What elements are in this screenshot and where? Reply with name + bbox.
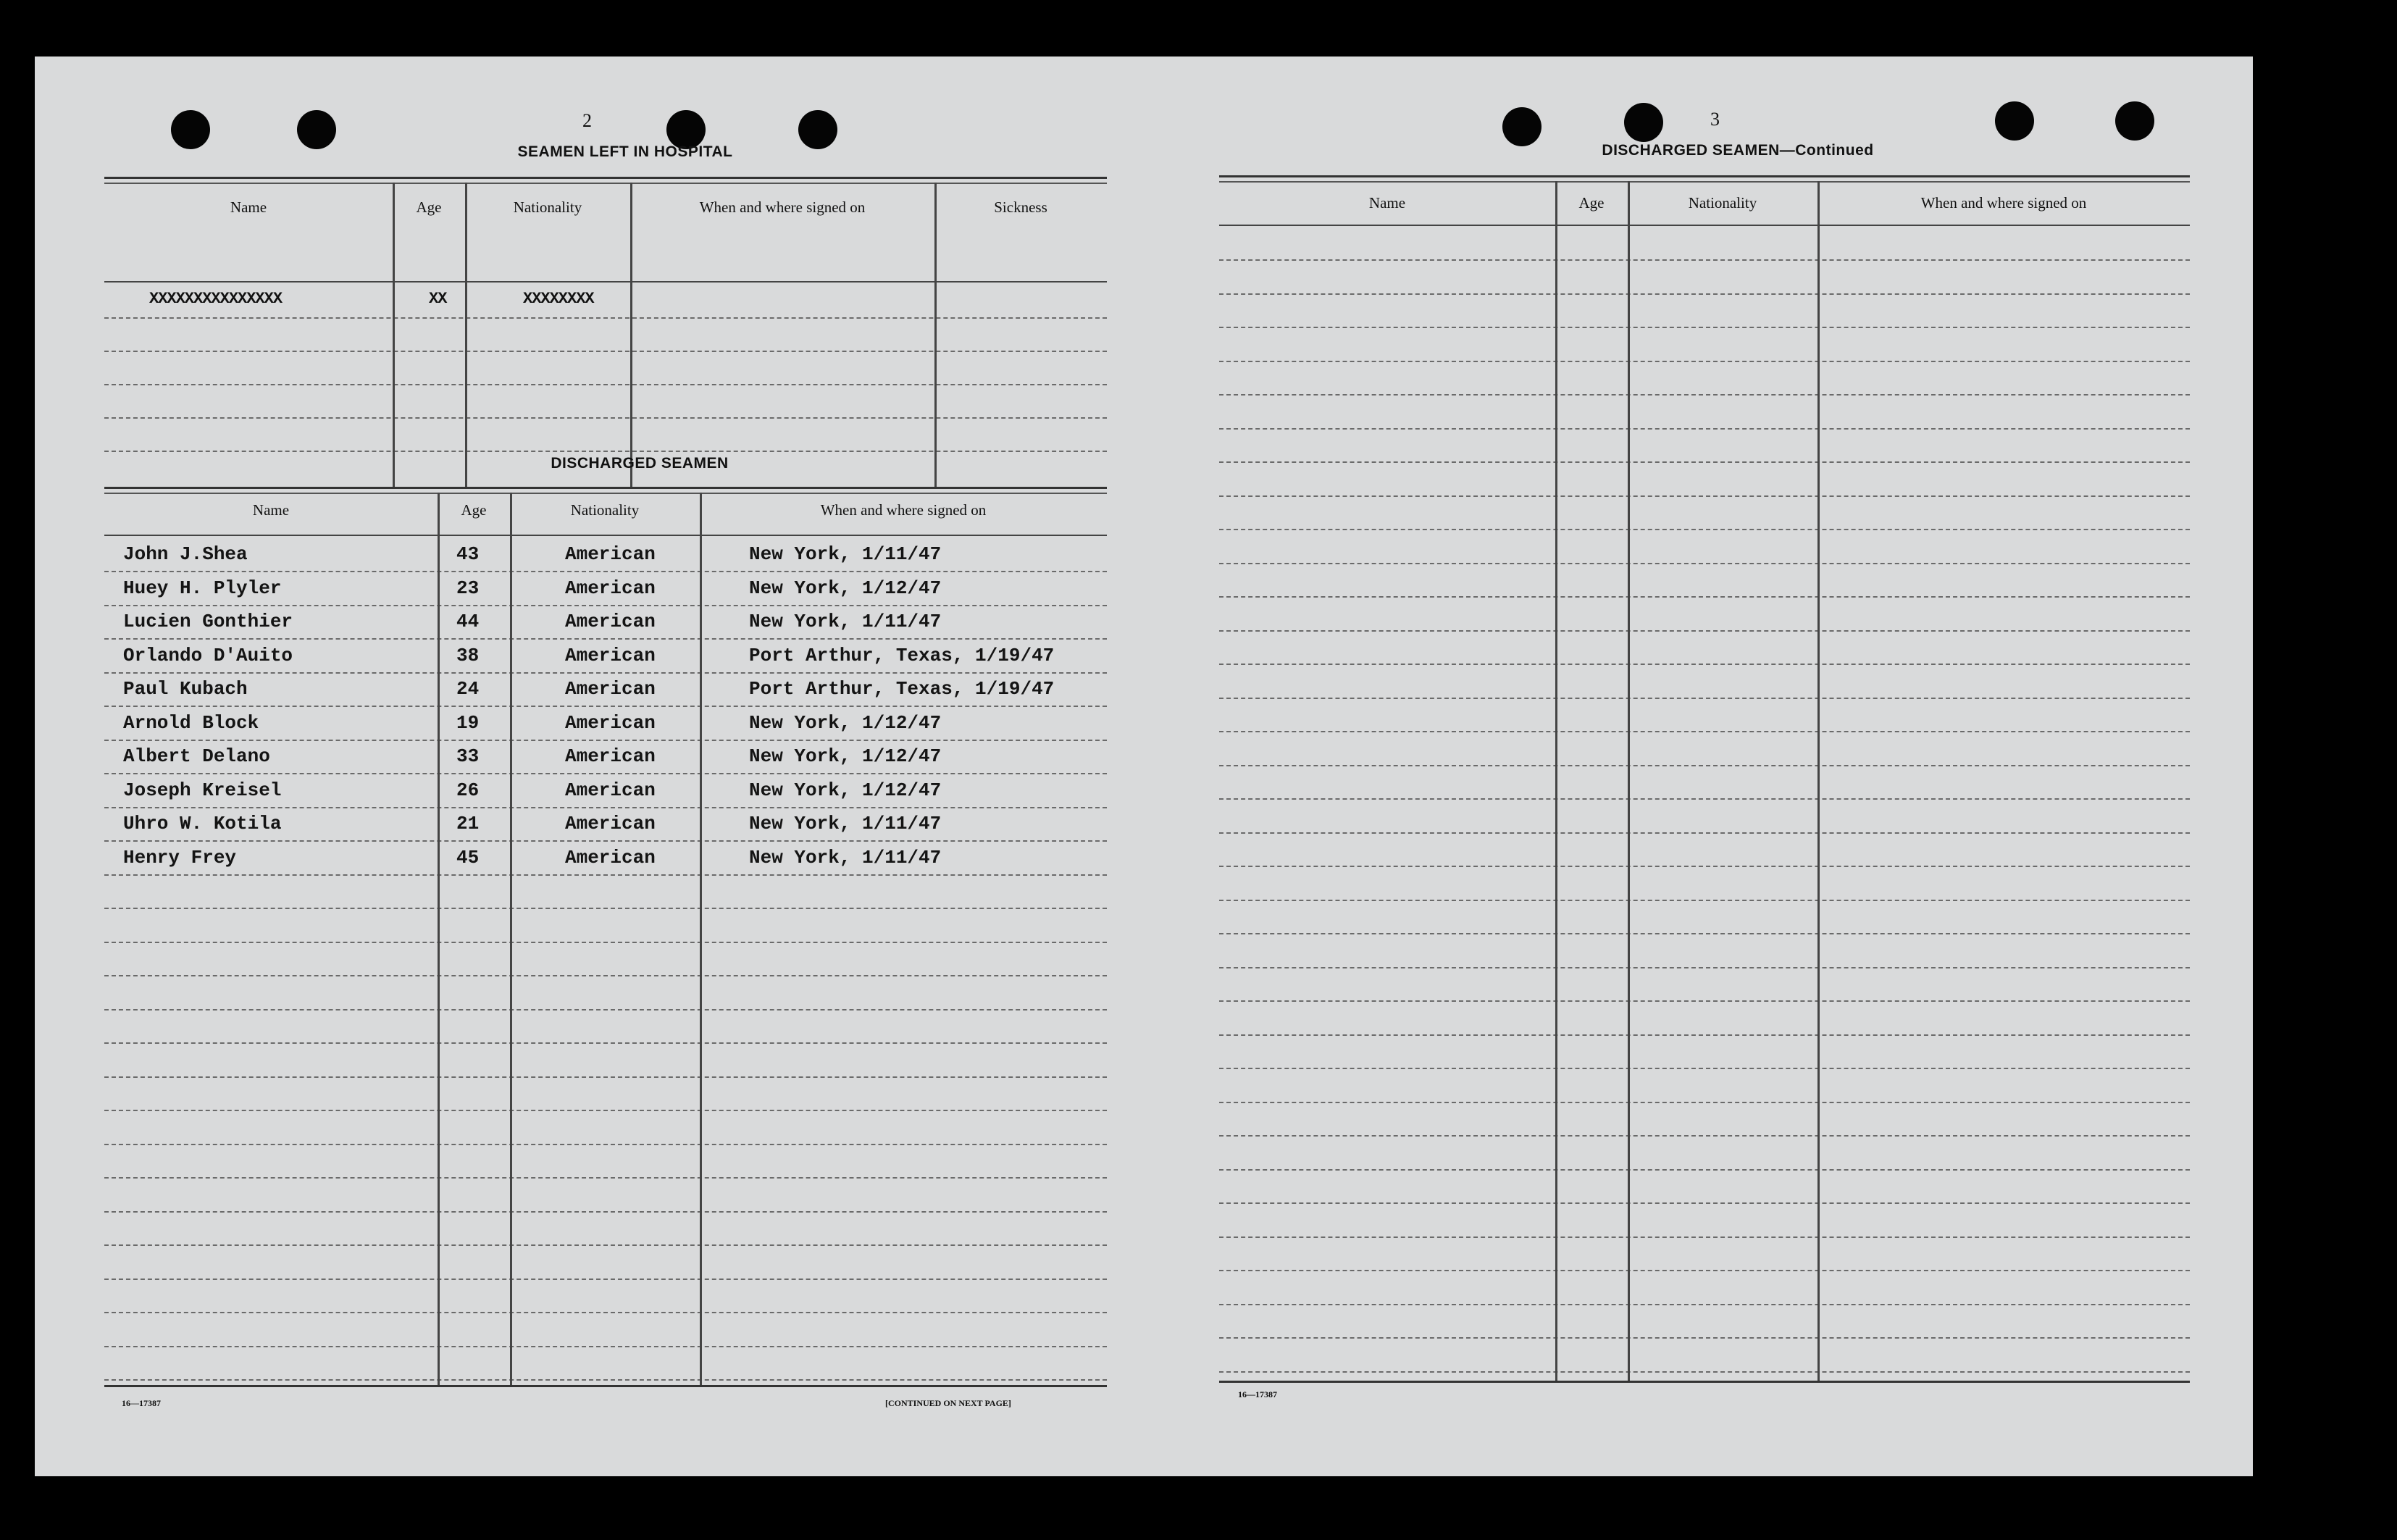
seaman-signed-on: New York, 1/11/47 [749,611,942,632]
ruled-line [104,672,1107,674]
ruled-line [1219,866,2190,867]
header-signed-on: When and where signed on [820,501,987,519]
ruled-line [1219,1102,2190,1103]
ruled-line [1219,596,2190,598]
ruled-line [1219,1236,2190,1238]
page-number: 2 [582,110,592,131]
seaman-name: Uhro W. Kotila [123,813,282,834]
seaman-age: 24 [456,678,480,700]
seaman-name: John J.Shea [123,543,248,565]
seaman-age: 33 [456,745,480,767]
seaman-nationality: American [565,712,656,734]
header-sickness: Sickness [994,198,1047,216]
ruled-line [1219,1135,2190,1137]
ruled-line [1219,765,2190,766]
ruled-line [104,807,1107,808]
seaman-signed-on: New York, 1/11/47 [749,543,942,565]
header-nationality: Nationality [570,501,640,519]
seaman-age: 19 [456,712,480,734]
seaman-name: Orlando D'Auito [123,645,293,666]
discharged-continued-title: DISCHARGED SEAMEN—Continued [1602,142,1874,159]
ruled-line [1219,394,2190,396]
ruled-line [1219,1034,2190,1036]
struck-name: XXXXXXXXXXXXXXX [149,290,283,308]
ruled-line [104,840,1107,842]
form-number: 16—17387 [1238,1389,1277,1399]
ruled-line [104,975,1107,976]
ruled-line [104,908,1107,909]
page-number: 3 [1710,109,1720,130]
form-number: 16—17387 [122,1398,161,1408]
ruled-line [1219,563,2190,564]
seaman-age: 43 [456,543,480,565]
hospital-section-title: SEAMEN LEFT IN HOSPITAL [517,143,733,160]
ruled-line [1219,1371,2190,1373]
ruled-line [104,1042,1107,1044]
header-age: Age [1578,194,1605,212]
ruled-line [104,740,1107,741]
ruled-line [104,1244,1107,1246]
seaman-age: 23 [456,577,480,599]
ruled-line [1219,1068,2190,1069]
ruled-line [1219,630,2190,632]
seaman-nationality: American [565,847,656,869]
seaman-signed-on: New York, 1/12/47 [749,779,942,801]
header-name: Name [230,198,267,216]
ruled-line [104,773,1107,774]
seaman-signed-on: New York, 1/12/47 [749,712,942,734]
ruled-line [104,605,1107,606]
right-page [1144,57,2253,1476]
seaman-name: Huey H. Plyler [123,577,282,599]
seaman-signed-on: New York, 1/11/47 [749,813,942,834]
ruled-line [104,1144,1107,1145]
ruled-line [104,1346,1107,1347]
ruled-line [104,1110,1107,1111]
ruled-line [104,1177,1107,1179]
seaman-signed-on: Port Arthur, Texas, 1/19/47 [749,678,1055,700]
left-page [35,57,1144,1476]
document-sheet [35,57,2253,1476]
header-name: Name [252,501,290,519]
seaman-nationality: American [565,611,656,632]
ruled-line [1219,428,2190,430]
seaman-age: 26 [456,779,480,801]
ruled-line [1219,1304,2190,1305]
discharged-table [104,487,1107,1443]
seaman-name: Albert Delano [123,745,270,767]
seaman-nationality: American [565,779,656,801]
ruled-line [1219,832,2190,834]
seaman-age: 45 [456,847,480,869]
ruled-line [1219,1000,2190,1002]
ruled-line [1219,293,2190,295]
ruled-line [1219,1169,2190,1171]
ruled-line [104,1009,1107,1010]
ruled-line [104,1379,1107,1381]
ruled-line [104,638,1107,640]
ruled-line [104,571,1107,572]
ruled-line [1219,327,2190,328]
header-name: Name [1368,194,1406,212]
seaman-nationality: American [565,745,656,767]
seaman-age: 38 [456,645,480,666]
ruled-line [1219,967,2190,968]
seaman-signed-on: New York, 1/11/47 [749,847,942,869]
ruled-line [1219,529,2190,530]
header-signed-on: When and where signed on [699,198,866,216]
ruled-line [1219,1202,2190,1204]
ruled-line [104,706,1107,707]
header-age: Age [461,501,487,519]
struck-age: XX [429,290,447,308]
ruled-line [104,1076,1107,1078]
ruled-line [1219,1337,2190,1339]
seaman-name: Arnold Block [123,712,259,734]
seaman-age: 44 [456,611,480,632]
seaman-signed-on: New York, 1/12/47 [749,577,942,599]
seaman-nationality: American [565,577,656,599]
ruled-line [1219,731,2190,732]
seaman-signed-on: Port Arthur, Texas, 1/19/47 [749,645,1055,666]
seaman-nationality: American [565,678,656,700]
ruled-line [1219,664,2190,665]
seaman-nationality: American [565,543,656,565]
struck-nationality: XXXXXXXX [523,290,594,308]
ruled-line [1219,461,2190,463]
seaman-nationality: American [565,813,656,834]
seaman-name: Henry Frey [123,847,237,869]
header-age: Age [416,198,442,216]
ruled-line [104,1211,1107,1213]
ruled-line [1219,361,2190,362]
ruled-line [104,942,1107,943]
header-nationality: Nationality [1688,194,1757,212]
ruled-line [1219,698,2190,699]
discharged-section-title: DISCHARGED SEAMEN [551,455,729,472]
ruled-line [104,874,1107,876]
ruled-line [1219,933,2190,934]
header-nationality: Nationality [513,198,582,216]
hospital-table [104,177,1107,495]
continued-note: [CONTINUED ON NEXT PAGE] [885,1398,1011,1408]
ruled-line [104,1312,1107,1313]
seaman-age: 21 [456,813,480,834]
discharged-continued-table [1219,175,2190,1436]
ruled-line [1219,900,2190,901]
ruled-line [1219,259,2190,261]
seaman-name: Paul Kubach [123,678,248,700]
ruled-line [104,1279,1107,1280]
header-signed-on: When and where signed on [1920,194,2087,212]
seaman-nationality: American [565,645,656,666]
seaman-name: Joseph Kreisel [123,779,282,801]
seaman-signed-on: New York, 1/12/47 [749,745,942,767]
ruled-line [1219,495,2190,497]
ruled-line [1219,1270,2190,1271]
seaman-name: Lucien Gonthier [123,611,293,632]
ruled-line [1219,798,2190,800]
